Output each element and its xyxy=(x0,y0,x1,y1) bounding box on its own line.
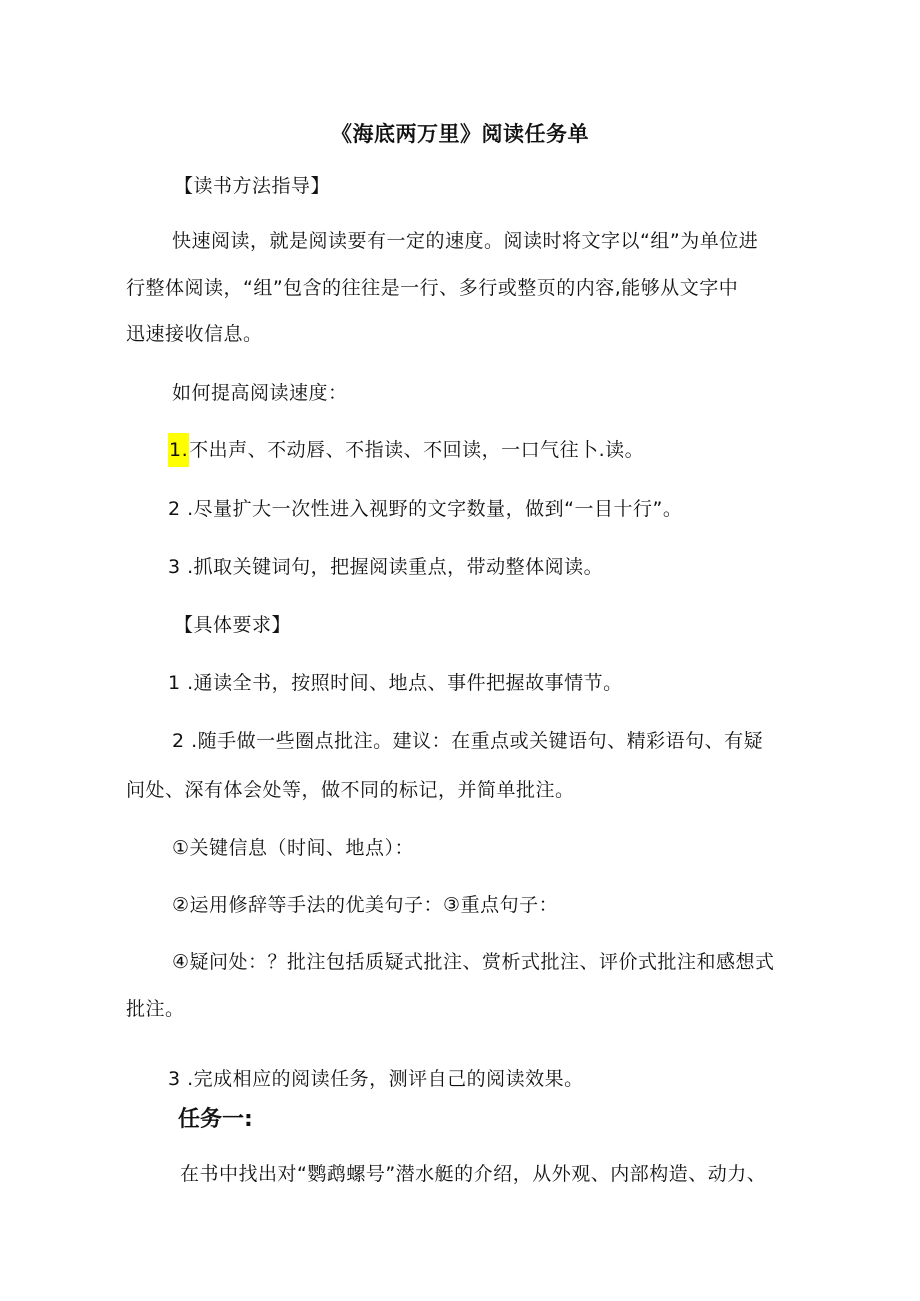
mark-item-3: ④疑问处：？批注包括质疑式批注、赏析式批注、评价式批注和感想式 xyxy=(172,951,775,973)
requirement-text-3: .完成相应的阅读任务，测评自己的阅读效果。 xyxy=(187,1068,584,1090)
tip-number-1-highlighted: 1. xyxy=(168,433,189,467)
requirement-item-3 xyxy=(168,1067,584,1091)
mark-item-2: ②运用修辞等手法的优美句子：③重点句子： xyxy=(172,894,559,916)
document-title: 《海底两万里》阅读任务单 xyxy=(331,122,589,146)
requirement-text-1: .通读全书，按照时间、地点、事件把握故事情节。 xyxy=(187,672,623,694)
requirement-number-1: 1 xyxy=(168,672,181,694)
requirement-number-3: 3 xyxy=(168,1068,181,1090)
tip-item-3 xyxy=(168,555,603,579)
task-one-line-1: 在书中找出对“鹦鹉螺号”潜水艇的介绍，从外观、内部构造、动力、 xyxy=(180,1163,767,1185)
requirement-text-2-line-1: .随手做一些圈点批注。建议：在重点或关键语句、精彩语句、有疑 xyxy=(191,730,764,752)
tip-item-2 xyxy=(168,497,682,521)
method-heading: 【读书方法指导】 xyxy=(174,175,331,197)
requirement-item-2-line-1 xyxy=(172,729,763,753)
tip-text-1: 不出声、不动唇、不指读、不回读，一口气往卜.读。 xyxy=(189,439,645,461)
task-one-heading: 任务一: xyxy=(178,1107,253,1132)
method-paragraph-line-2: 行整体阅读，“组”包含的往往是一行、多行或整页的内容,能够从文字中 xyxy=(126,277,739,299)
mark-item-3-continued: 批注。 xyxy=(126,998,185,1020)
tip-number-2: 2 xyxy=(168,498,181,520)
tip-number-3: 3 xyxy=(168,556,181,578)
how-to-label: 如何提高阅读速度： xyxy=(172,382,348,404)
requirement-text-2-line-2: 问处、深有体会处等，做不同的标记，并简单批注。 xyxy=(126,779,575,801)
tip-text-2: .尽量扩大一次性进入视野的文字数量，做到“一目十行”。 xyxy=(187,498,683,520)
method-paragraph-line-1: 快速阅读，就是阅读要有一定的速度。阅读时将文字以“组”为单位进 xyxy=(172,230,759,252)
requirement-number-2: 2 xyxy=(172,730,185,752)
requirement-item-1 xyxy=(168,671,623,695)
requirements-heading: 【具体要求】 xyxy=(174,614,292,636)
tip-text-3: .抓取关键词句，把握阅读重点，带动整体阅读。 xyxy=(187,556,604,578)
mark-item-1: ①关键信息（时间、地点）： xyxy=(172,837,415,859)
method-paragraph-line-3: 迅速接收信息。 xyxy=(126,323,263,345)
tip-item-1 xyxy=(168,438,644,462)
